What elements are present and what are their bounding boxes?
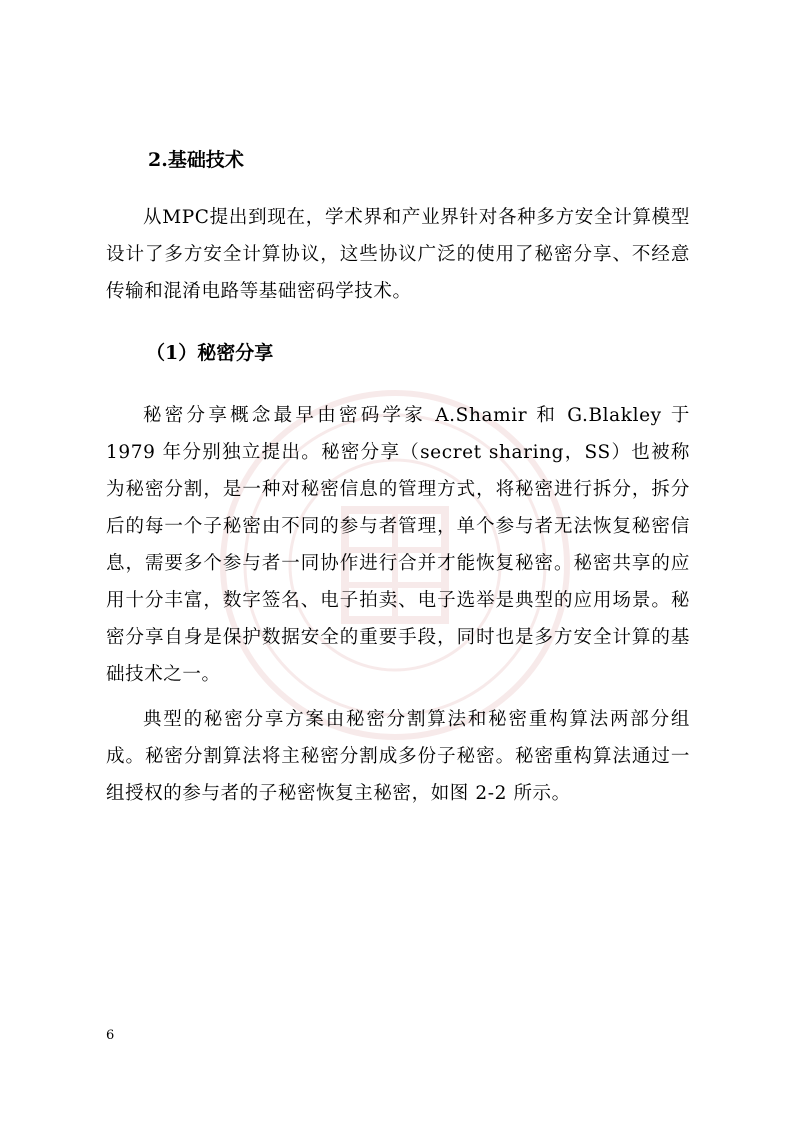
paragraph-secret-sharing-definition: 秘密分享概念最早由密码学家 A.Shamir 和 G.Blakley 于 1979 年分别独立提出。秘密分享（secret sharing，SS）也被称为秘密分割，是一种对秘密信息的管理方式，将秘密进行拆分，拆分后的每一个子秘密由不同的参与者管理，单个参与者无法恢复秘密信息，需要多个参与者一同协作进行合并才能恢复秘密。秘密共享的应用十分丰富，数字签名、电子拍卖、电子选举是典型的应用场景。秘密分享自身是保护数据安全的重要手段，同时也是多方安全计算的基础技术之一。 <box>106 405 690 685</box>
subsection-heading: （1）秘密分享 <box>146 342 274 364</box>
page-number: 6 <box>106 1028 115 1043</box>
section-heading: 2.基础技术 <box>148 149 244 171</box>
paragraph-secret-sharing-scheme: 典型的秘密分享方案由秘密分割算法和秘密重构算法两部分组成。秘密分割算法将主秘密分割成多份子秘密。秘密重构算法通过一组授权的参与者的子秘密恢复主秘密，如图 2-2 所示。 <box>106 709 690 804</box>
paragraph-intro: 从MPC提出到现在，学术界和产业界针对各种多方安全计算模型设计了多方安全计算协议，这些协议广泛的使用了秘密分享、不经意传输和混淆电路等基础密码学技术。 <box>106 207 690 302</box>
